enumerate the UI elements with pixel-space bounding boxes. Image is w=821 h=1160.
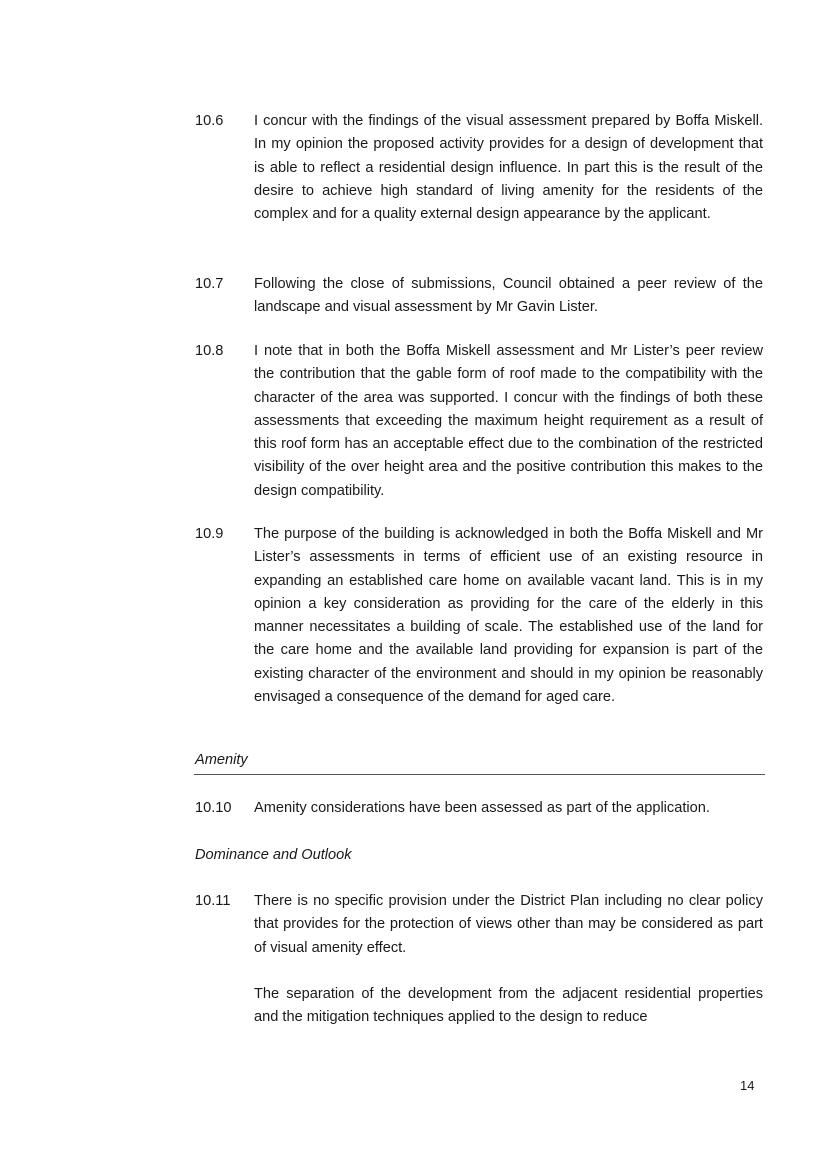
paragraph-10-6 <box>195 110 763 226</box>
paragraph-text: Amenity considerations have been assessed as part of the application. <box>254 800 710 816</box>
paragraph-text: I note that in both the Boffa Miskell assessment and Mr Lister’s peer review the contribution that the gable form of roof made to the compatibility with the character of the area was supported. I concur with the findings of both these assessments that exceeding the maximum height requirement as a result of this roof form has an acceptable effect due to the combination of the restricted visibility of the over height area and the positive contribution this makes to the design compatibility. <box>254 343 763 499</box>
paragraph-text: The separation of the development from the adjacent residential properties and the mitigation techniques applied to the design to reduce <box>254 986 763 1026</box>
paragraph-number: 10.9 <box>195 526 224 542</box>
heading-underline <box>194 774 765 775</box>
paragraph-text: I concur with the findings of the visual assessment prepared by Boffa Miskell. In my opinion the proposed activity provides for a design of development that is able to reflect a residential design influence. In part this is the result of the desire to achieve high standard of living amenity for the residents of the complex and for a quality external design appearance by the applicant. <box>254 113 763 223</box>
section-heading-dominance-outlook: Dominance and Outlook <box>195 847 352 863</box>
paragraph-10-10 <box>195 797 763 820</box>
paragraph-10-11 <box>195 890 763 960</box>
section-heading-amenity: Amenity <box>195 752 248 768</box>
paragraph-10-7 <box>195 273 763 320</box>
paragraph-text: The purpose of the building is acknowledged in both the Boffa Miskell and Mr Lister’s assessments in terms of efficient use of an existing resource in expanding an established care home on available vacant land. This is in my opinion a key consideration as providing for the care of the elderly in this manner necessitates a building of scale. The established use of the land for the care home and the available land providing for expansion is part of the existing character of the environment and should in my opinion be reasonably envisaged a consequence of the demand for aged care. <box>254 526 763 706</box>
paragraph-number: 10.10 <box>195 800 232 816</box>
paragraph-continuation <box>195 983 763 1030</box>
paragraph-10-9 <box>195 523 763 709</box>
paragraph-number: 10.11 <box>195 893 231 909</box>
paragraph-number: 10.6 <box>195 113 224 129</box>
page-number: 14 <box>740 1078 755 1093</box>
paragraph-10-8 <box>195 340 763 503</box>
paragraph-text: Following the close of submissions, Council obtained a peer review of the landscape and visual assessment by Mr Gavin Lister. <box>254 276 763 316</box>
paragraph-number: 10.7 <box>195 276 224 292</box>
paragraph-text: There is no specific provision under the District Plan including no clear policy that provides for the protection of views other than may be considered as part of visual amenity effect. <box>254 893 763 956</box>
paragraph-number: 10.8 <box>195 343 224 359</box>
